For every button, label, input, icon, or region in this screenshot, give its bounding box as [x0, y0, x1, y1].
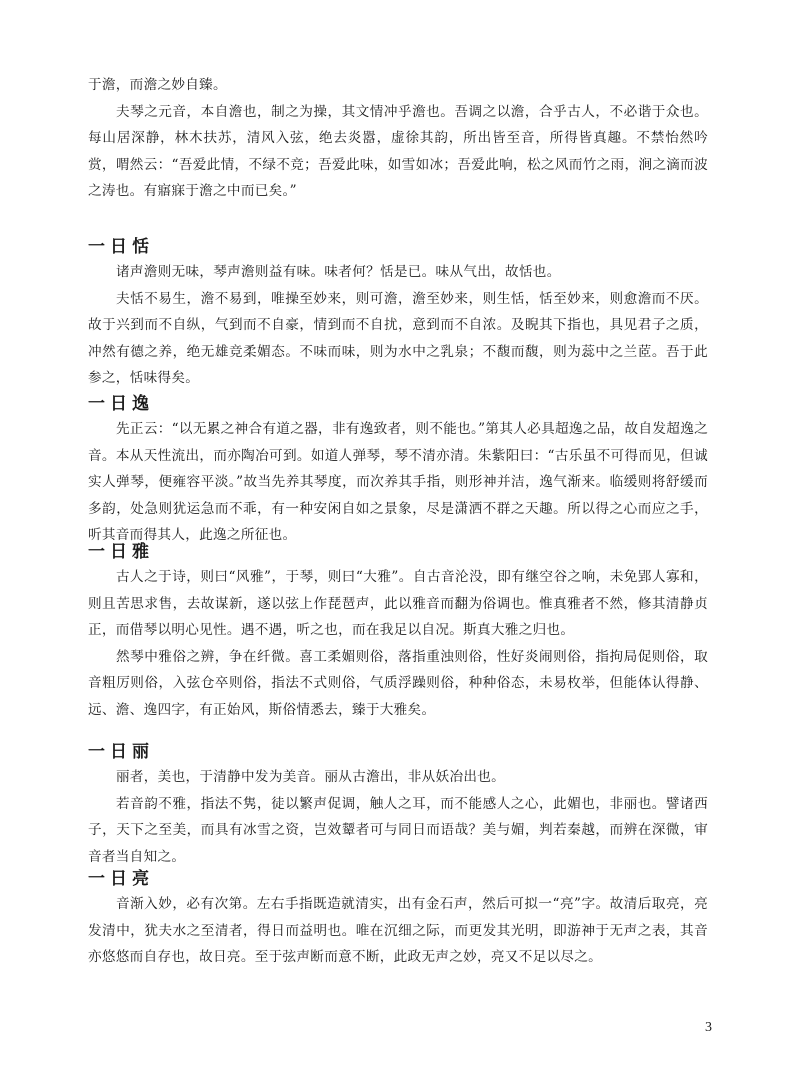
section-heading: 一日丽 — [88, 742, 154, 762]
section-paragraph: 诸声澹则无味，琴声澹则益有味。味者何？恬是已。味从气出，故恬也。 — [116, 264, 561, 280]
section-tian — [88, 235, 708, 392]
section-paragraph: 夫恬不易生，澹不易到，唯操至妙来，则可澹，澹至妙来，则生恬，恬至妙来，则愈澹而不厌。故于兴到而不自纵，气到而不自豪，情到而不自扰，意到而不自浓。及睨其下指也，具见君子之质，冲然有德之养，绝无雄竞柔媚态。不味而味，则为水中之乳泉；不馥而馥，则为蕊中之兰茝。吾于此参之，恬味得矣。 — [88, 290, 708, 386]
intro-block — [88, 72, 708, 205]
section-ya — [88, 540, 708, 723]
section-yi — [88, 392, 708, 549]
section-paragraph: 音渐入妙，必有次第。左右手指既造就清实，出有金石声，然后可拟一“亮”字。故清后取亮，亮发清中，犹夫水之至清者，得日而益明也。唯在沉细之际，而更发其光明，即游神于无声之表，其音亦悠悠而自存也，故日亮。至于弦声断而意不断，此政无声之妙，亮又不足以尽之。 — [88, 896, 708, 965]
intro-paragraph: 夫琴之元音，本自澹也，制之为操，其文情冲乎澹也。吾调之以澹，合乎古人，不必谐于众也。每山居深静，林木扶苏，清风入弦，绝去炎嚣，虚徐其韵，所出皆至音，所得皆真趣。不禁怡然吟赏，喟然云：“吾爱此情，不绿不竞；吾爱此味，如雪如冰；吾爱此响，松之风而竹之雨，涧之滴而波之涛也。有寤寐于澹之中而已矣。” — [88, 103, 708, 199]
section-paragraph: 若音韵不雅，指法不隽，徒以繁声促调，触人之耳，而不能感人之心，此媚也，非丽也。譬诸西子，天下之至美，而具有冰雪之资，岂效颦者可与同日而语哉？美与媚，判若秦越，而辨在深微，审音者当自知之。 — [88, 795, 708, 865]
section-paragraph: 古人之于诗，则曰“风雅”，于琴，则曰“大雅”。自古音沦没，即有继空谷之响，未免郢人寡和，则且苦思求售，去故谋新，遂以弦上作琵琶声，此以雅音而翻为俗调也。惟真雅者不然，修其清静贞正，而借琴以明心见性。遇不遇，听之也，而在我足以自况。斯真大雅之归也。 — [88, 569, 708, 638]
section-heading: 一日逸 — [88, 394, 154, 414]
section-heading: 一日恬 — [88, 237, 154, 257]
section-li — [88, 740, 708, 870]
section-liang — [88, 867, 708, 971]
section-heading: 一日雅 — [88, 542, 154, 562]
section-paragraph: 然琴中雅俗之辨，争在纤微。喜工柔媚则俗，落指重浊则俗，性好炎闹则俗，指拘局促则俗，取音粗厉则俗，入弦仓卒则俗，指法不式则俗，气质浮躁则俗，种种俗态，未易枚举，但能体认得静、远、澹、逸四字，有正始风，斯俗情悉去，臻于大雅矣。 — [88, 648, 708, 718]
section-heading: 一日亮 — [88, 869, 154, 889]
page-number: 3 — [705, 1020, 712, 1035]
section-paragraph: 先正云：“以无累之神合有道之器，非有逸致者，则不能也。”第其人必具超逸之品，故自发超逸之音。本从天性流出，而亦陶冶可到。如道人弹琴，琴不清亦清。朱紫阳曰：“古乐虽不可得而见，但诚实人弹琴，便雍容平淡。”故当先养其琴度，而次养其手指，则形神并洁，逸气渐来。临缓则将舒缓而多韵，处急则犹运急而不乖，有一种安闲自如之景象，尽是潇洒不群之天趣。所以得之心而应之手，听其音而得其人，此逸之所征也。 — [88, 421, 708, 543]
section-paragraph: 丽者，美也，于清静中发为美音。丽从古澹出，非从妖冶出也。 — [116, 769, 506, 785]
intro-paragraph: 于澹，而澹之妙自臻。 — [88, 77, 227, 93]
